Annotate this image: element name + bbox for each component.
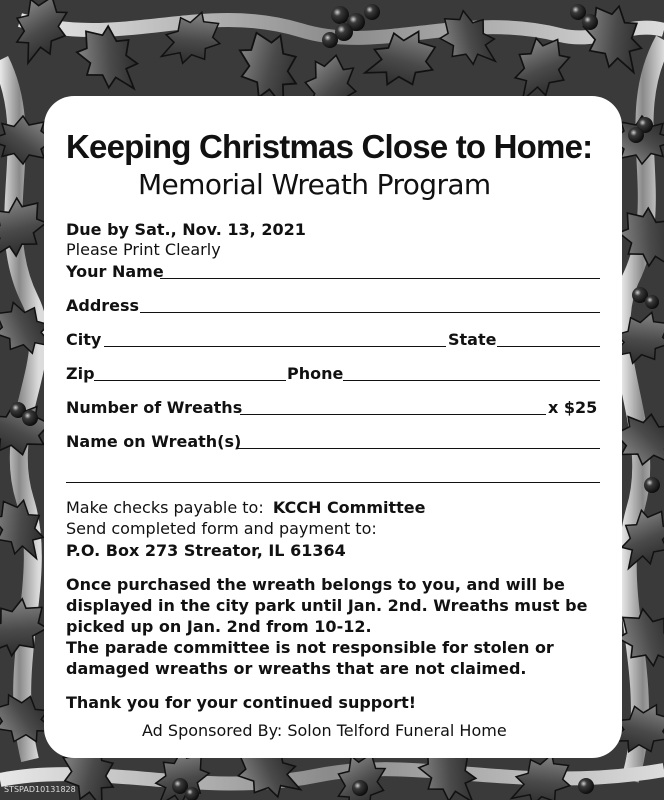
info-line: Once purchased the wreath belongs to you, and will be (66, 575, 565, 594)
name-on-wreath-field[interactable] (236, 448, 600, 449)
your-name-field[interactable] (160, 278, 600, 279)
sponsor-line: Ad Sponsored By: Solon Telford Funeral Home (142, 721, 507, 740)
info-line: displayed in the city park until Jan. 2nd. Wreaths must be (66, 596, 588, 615)
print-note: Please Print Clearly (66, 240, 221, 259)
address-field[interactable] (140, 312, 600, 313)
page-title: Keeping Christmas Close to Home: (66, 128, 593, 165)
info-line: damaged wreaths or wreaths that are not claimed. (66, 659, 527, 678)
po-box: P.O. Box 273 Streator, IL 61364 (66, 541, 346, 560)
price-per-wreath: x $25 (548, 398, 598, 417)
number-of-wreaths-label: Number of Wreaths (66, 398, 243, 417)
thanks-note: Thank you for your continued support! (66, 693, 417, 712)
send-to: Send completed form and payment to: (66, 519, 377, 538)
payable-prefix: Make checks payable to: (66, 498, 264, 517)
name-on-wreath-field-2[interactable] (66, 482, 600, 483)
state-label: State (448, 330, 497, 349)
ad-code: STSPAD10131828 (4, 785, 76, 794)
phone-label: Phone (287, 364, 344, 383)
payable-to: KCCH Committee (272, 498, 426, 517)
name-on-wreath-label: Name on Wreath(s) (66, 432, 242, 451)
city-field[interactable] (104, 346, 446, 347)
zip-field[interactable] (94, 380, 286, 381)
address-label: Address (66, 296, 140, 315)
number-of-wreaths-field[interactable] (240, 414, 546, 415)
state-field[interactable] (497, 346, 600, 347)
page-subtitle: Memorial Wreath Program (138, 168, 491, 201)
city-label: City (66, 330, 102, 349)
zip-label: Zip (66, 364, 95, 383)
due-date: Due by Sat., Nov. 13, 2021 (66, 220, 306, 239)
your-name-label: Your Name (66, 262, 164, 281)
info-line: The parade committee is not responsible for stolen or (66, 638, 554, 657)
phone-field[interactable] (343, 380, 600, 381)
payable-line (66, 498, 426, 517)
info-line: picked up on Jan. 2nd from 10-12. (66, 617, 372, 636)
info-paragraph (66, 574, 587, 679)
